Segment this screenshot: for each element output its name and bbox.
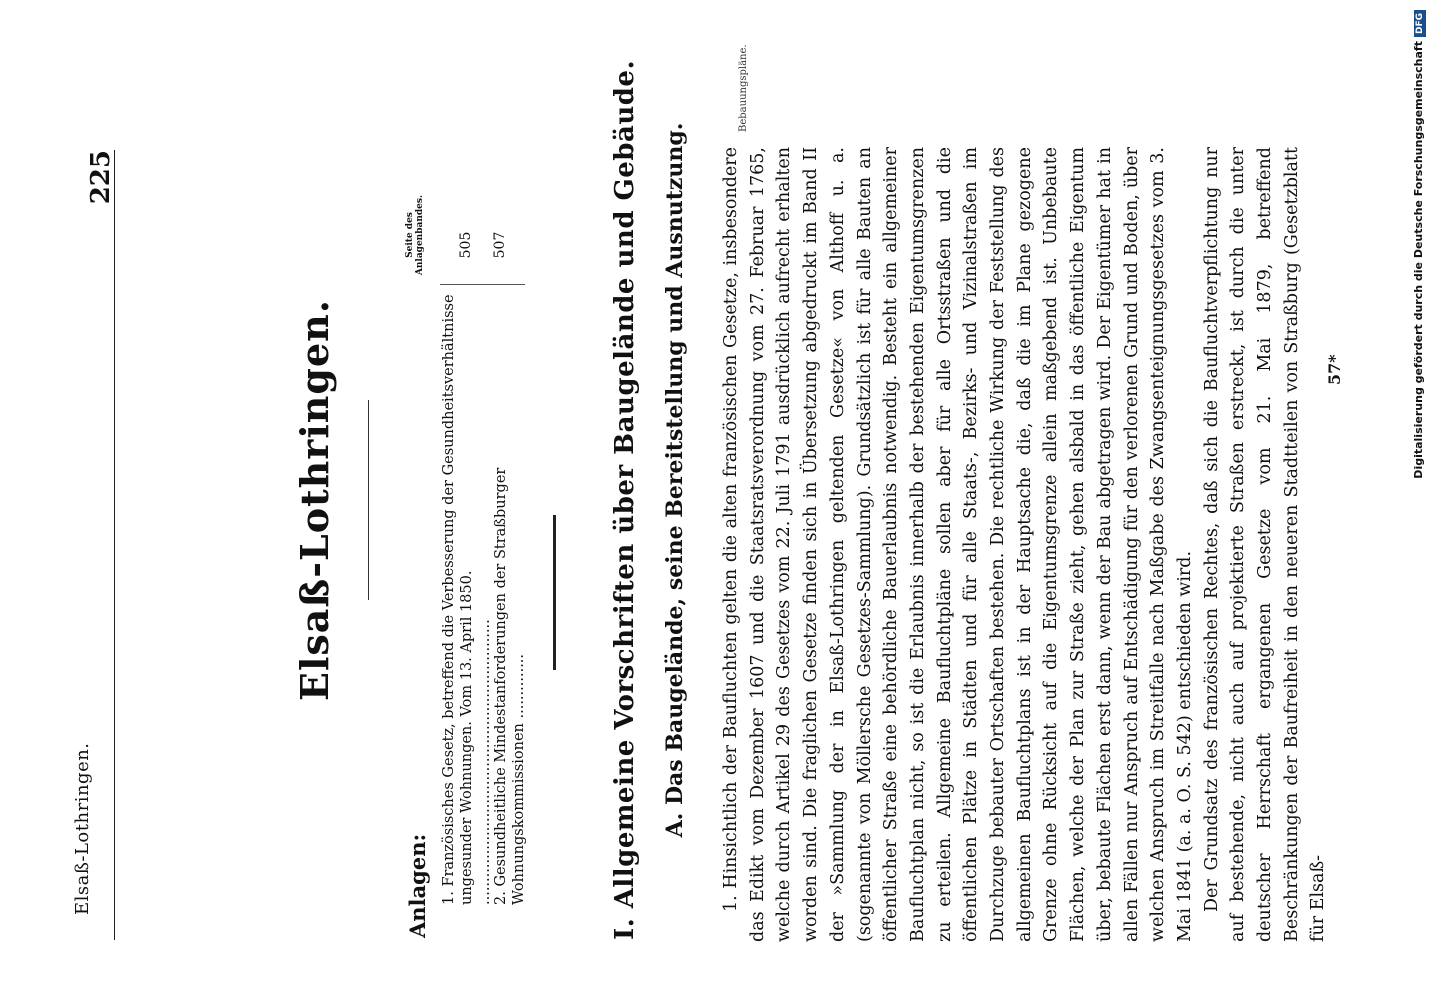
header-rule bbox=[114, 150, 115, 940]
running-head: Elsaß-Lothringen. bbox=[72, 742, 93, 915]
subsection-heading: A. Das Baugelände, seine Bereitstellung und Ausnutzung. bbox=[662, 122, 688, 838]
annex-column-rule bbox=[440, 284, 525, 285]
marginal-note: Bebauungspläne. bbox=[738, 44, 749, 132]
annex-item: 1. Französisches Gesetz, betreffend die Verbesserung der Gesundheitsverhältnisse ungesunder Wohnungen. Vom 13. April 1850. .............................................................. bbox=[441, 294, 493, 905]
body-text bbox=[718, 147, 1332, 942]
annex-item: 2. Gesundheitliche Mindestanforderungen der Straßburger Wohnungskommissionen .............. bbox=[493, 467, 527, 905]
dfg-logo: DFG bbox=[1414, 10, 1426, 37]
digitization-text: Digitalisierung gefördert durch die Deutsche Forschungsgemeinschaft bbox=[1412, 41, 1425, 479]
page-number: 225 bbox=[86, 150, 116, 205]
section-divider bbox=[553, 515, 556, 670]
annex-page-number: 505 bbox=[458, 231, 474, 259]
paragraph: 1. Hinsichtlich der Baufluchten gelten die alten französischen Gesetze, insbesondere das Edikt vom Dezember 1607 und die Staatsratsverordnung vom 27. Februar 1765, welche durch Artikel 29 des Gesetzes vom 22. Juli 1791 ausdrücklich aufrecht erhalten worden sind. Die fraglichen Gesetze finden sich in Übersetzung abgedruckt im Band II der »Sammlung der in Elsaß-Lothringen geltenden Gesetze« von Althoff u. a. (sogenannte von Möllersche Gesetzes-Sammlung). Grundsätzlich ist für alle Bauten an öffentlicher Straße eine behördliche Bauerlaubnis notwendig. Besteht ein allgemeiner Baufluchtplan nicht, so ist die Erlaubnis innerhalb der bestehenden Eigentumsgrenzen zu erteilen. Allgemeine Baufluchtpläne sollen aber für alle Ortsstraßen und die öffentlichen Plätze in Städten und für alle Staats-, Bezirks- und Vizinalstraßen im Durchzuge bebauter Ortschaften bestehen. Die rechtliche Wirkung der Feststellung des allgemeinen Baufluchtplans ist in der Hauptsache die, daß die im Plane gezogene Grenze ohne Rücksicht auf die Eigentumsgrenze allein maßgebend ist. Unbebaute Flächen, welche der Plan zur Straße zieht, gehen alsbald in das öffentliche Eigentum über, bebaute Flächen erst dann, wenn der Bau abgetragen wird. Der Eigentümer hat in allen Fällen nur Anspruch auf Entschädigung für den verlorenen Grund und Boden, über welchen Anspruch im Streitfalle nach Maßgabe des Zwangsenteignungsgesetzes vom 3. Mai 1841 (a. a. O. S. 542) entschieden wird. bbox=[721, 147, 1195, 942]
digitization-note bbox=[1412, 10, 1426, 990]
paragraph: Der Grundsatz des französischen Rechtes, daß sich die Baufluchtverpflichtung nur auf bestehende, nicht auch auf projektierte Straßen erstreckt, ist durch die unter deutscher Herrschaft ergangenen Gesetze vom 21. Mai 1879, betreffend Beschränkungen der Baufreiheit in den neueren Stadtteilen von Straßburg (Gesetzblatt für Elsaß- bbox=[1201, 147, 1329, 942]
document-title: Elsaß-Lothringen. bbox=[292, 299, 337, 701]
signature-mark: 57* bbox=[1325, 354, 1344, 385]
section-heading: I. Allgemeine Vorschriften über Baugelände und Gebäude. bbox=[610, 60, 640, 941]
annex-heading: Anlagen: bbox=[405, 833, 430, 938]
annex-page-number: 507 bbox=[492, 231, 508, 259]
title-rule bbox=[368, 400, 369, 600]
annex-column-header: Seite des Anlagenbandes. bbox=[405, 194, 425, 276]
